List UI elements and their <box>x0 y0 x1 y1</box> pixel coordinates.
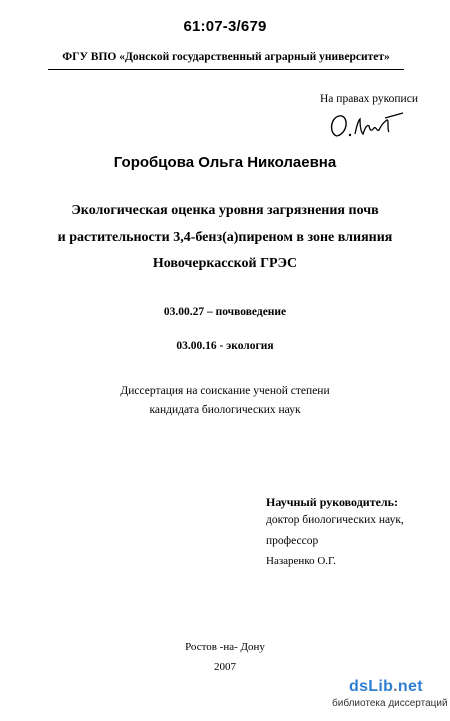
degree-statement: Диссертация на соискание ученой степени <box>120 385 330 397</box>
author-name: Горобцова Ольга Николаевна <box>113 154 337 171</box>
city: Ростов -на- Дону <box>185 641 265 653</box>
year: 2007 <box>214 661 236 673</box>
degree-statement: кандидата биологических наук <box>149 404 301 416</box>
handwritten-signature <box>327 110 407 144</box>
supervisor-position: профессор <box>266 535 319 547</box>
supervisor-heading: Научный руководитель: <box>266 495 398 509</box>
dissertation-title-line: Экологическая оценка уровня загрязнения почв <box>71 203 379 218</box>
supervisor-degree: доктор биологических наук, <box>266 514 404 526</box>
institution-name: ФГУ ВПО «Донской государственный аграрный университет» <box>48 51 404 70</box>
dissertation-title-line: и растительности 3,4-бенз(а)пиреном в зоне влияния <box>57 230 393 245</box>
dissertation-title-line: Новочеркасской ГРЭС <box>152 256 298 271</box>
watermark-logo <box>349 678 423 696</box>
supervisor-name: Назаренко О.Г. <box>266 555 336 567</box>
watermark-subtitle: библиотека диссертаций <box>332 698 448 709</box>
manuscript-rights-label: На правах рукописи <box>320 93 418 105</box>
watermark-logo-tld: net <box>397 678 423 695</box>
specialty-code: 03.00.16 - экология <box>176 340 274 352</box>
specialty-code: 03.00.27 – почвоведение <box>163 306 287 318</box>
watermark-logo-dot: . <box>393 678 398 695</box>
document-number: 61:07-3/679 <box>183 18 267 35</box>
watermark-logo-main: dsLib <box>349 678 394 695</box>
